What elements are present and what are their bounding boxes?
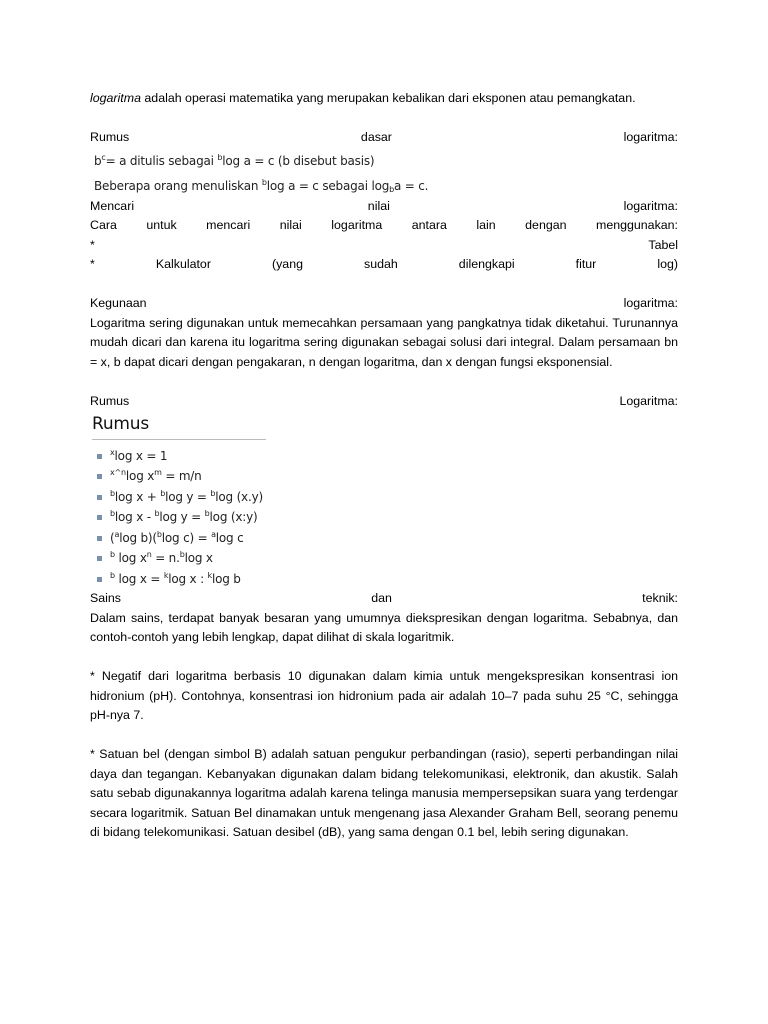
rumus-dasar-line-2: Beberapa orang menuliskan $^b$log a = c sebagai $\log_ba = c$. [94,177,429,194]
square-bullet-icon [97,474,102,479]
rumus-dasar-line-1: $b^c= a$ ditulis sebagai $^b$log a = c (b disebut basis) [94,152,375,168]
square-bullet-icon [97,454,102,459]
intro-paragraph [90,89,678,109]
rumus-item: $^b$ $\log x^n = n.^b\log$ x [92,548,266,569]
document-body [90,89,678,843]
sains-heading: Sains dan teknik: [90,591,678,605]
rumus-item: $^b$ log x = $^k$log x : $^k$log b [92,569,266,590]
rumus-item: $^b$log x + $^b$log y = $^b$log (x.y) [92,487,266,508]
square-bullet-icon [97,515,102,520]
intro-term: logaritma [90,91,141,105]
rumus-item: ($^a$log b)($^b$log c) = $^a$log c [92,528,266,549]
bel-paragraph: * Satuan bel (dengan simbol B) adalah satuan pengukur perbandingan (rasio), seperti perbandingan nilai daya dan tegangan. Kebanyakan digunakan dalam bidang telekomunikasi, elektronik, dan akustik. Salah satu sebab digunakannya logaritma adalah karena telinga manusia mempersepsikan suara yang terdengar secara logaritmik. Satuan Bel dinamakan untuk mengenang jasa Alexander Graham Bell, seorang penemu di bidang telekomunikasi. Satuan desibel (dB), yang sama dengan 0.1 bel, lebih sering digunakan. [90,747,678,839]
square-bullet-icon [97,536,102,541]
rumus-title: Rumus [92,415,266,440]
mencari-intro: Cara untuk mencari nilai logaritma antara lain dengan menggunakan: [90,218,678,232]
kegunaan-heading: Kegunaan logaritma: [90,296,678,310]
rumus-item: $^b$log x - $^b$log y = $^b$log (x:y) [92,507,266,528]
kegunaan-paragraph: Logaritma sering digunakan untuk memecahkan persamaan yang pangkatnya tidak diketahui. Turunannya mudah dicari dan karena itu logaritma sering digunakan sebagai solusi dari integral. Dalam persamaan bn = x, b dapat dicari dengan pengakaran, n dengan logaritma, dan x dengan fungsi eksponensial. [90,315,678,369]
sains-paragraph: Dalam sains, terdapat banyak besaran yang umumnya diekspresikan dengan logaritma. Sebabnya, dan contoh-contoh yang lebih lengkap, dapat dilihat di skala logaritmik. [90,610,678,644]
mencari-heading: Mencari nilai logaritma: [90,198,678,213]
square-bullet-icon [97,495,102,500]
rumus-image [92,415,266,589]
rumus-item: $^{x\^{}n}$log $x^m = m/n$ [92,466,266,487]
rumus-heading: Rumus Logaritma: [90,393,678,408]
ph-paragraph: * Negatif dari logaritma berbasis 10 digunakan dalam kimia untuk mengekspresikan konsentrasi ion hidronium (pH). Contohnya, konsentrasi ion hidronium pada air adalah 10–7 pada suhu 25 °C, sehingga pH-nya 7. [90,669,678,722]
square-bullet-icon [97,556,102,561]
square-bullet-icon [97,577,102,582]
rumus-dasar-image [94,151,678,197]
rumus-list [92,446,266,590]
mencari-item-kalkulator: * Kalkulator (yang sudah dilengkapi fitur log) [90,257,678,271]
intro-text: adalah operasi matematika yang merupakan kebalikan dari eksponen atau pemangkatan. [140,91,636,105]
mencari-item-tabel: * Tabel [90,237,678,252]
rumus-dasar-heading: Rumus dasar logaritma: [90,130,678,144]
rumus-item: $^x$log x = 1 [92,446,266,467]
